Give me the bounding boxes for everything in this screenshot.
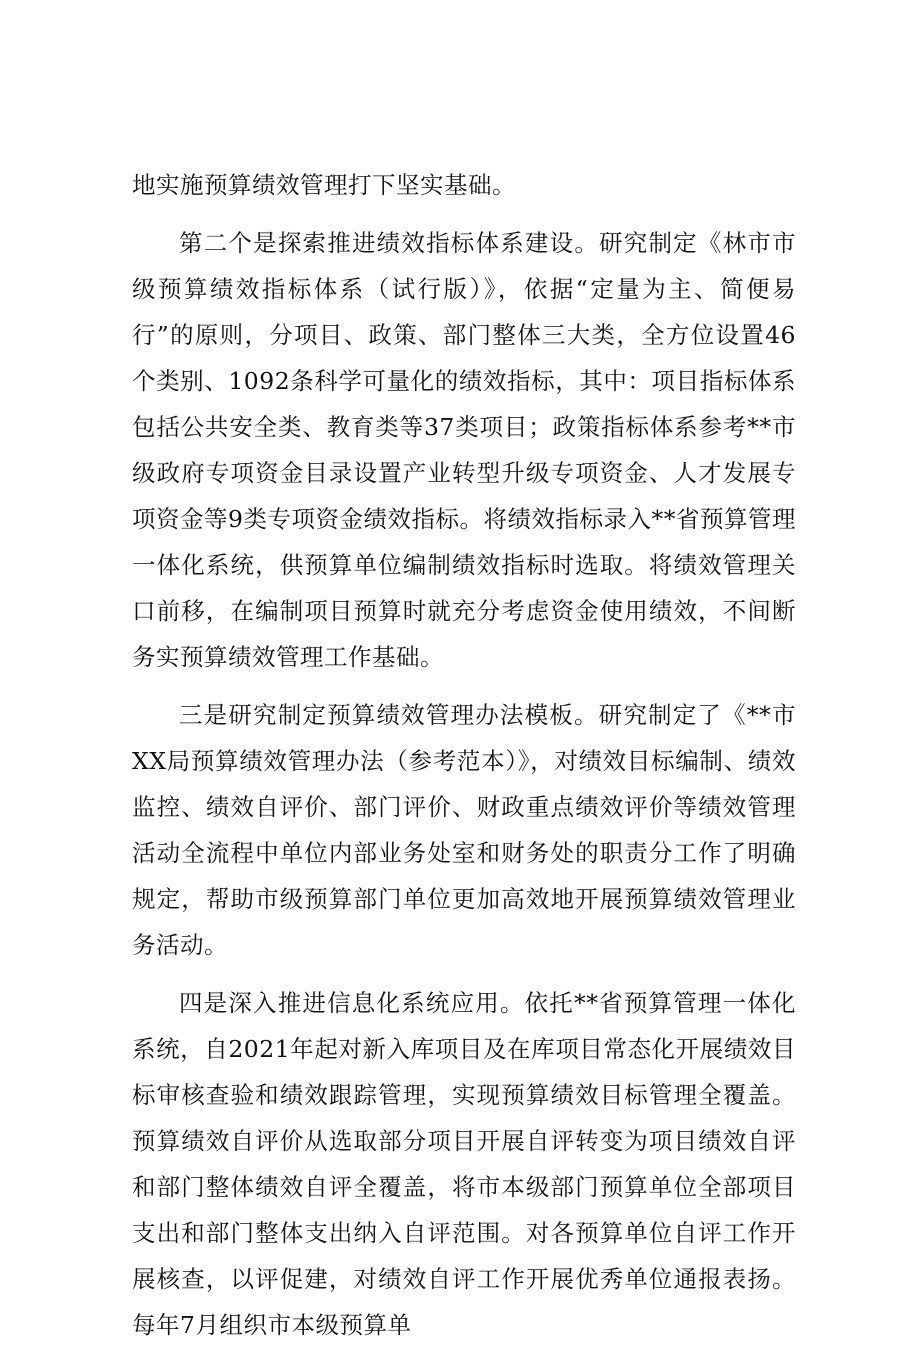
paragraph-management-template: 三是研究制定预算绩效管理办法模板。研究制定了《**市XX局预算绩效管理办法（参考范本）》，对绩效目标编制、绩效监控、绩效自评价、部门评价、财政重点绩效评价等绩效管理活动全流程中单位内部业务处室和财务处的职责分工作了明确规定，帮助市级预算部门单位更加高效地开展预算绩效管理业务活动。 — [132, 701, 796, 959]
paragraph-continuation: 地实施预算绩效管理打下坚实基础。 — [132, 171, 516, 199]
paragraph-indicator-system: 第二个是探索推进绩效指标体系建设。研究制定《林市市级预算绩效指标体系（试行版）》，依据“定量为主、简便易行”的原则，分项目、政策、部门整体三大类，全方位设置46个类别、1092条科学可量化的绩效指标，其中：项目指标体系包括公共安全类、教育类等37类项目；政策指标体系参考**市级政府专项资金目录设置产业转型升级专项资金、人才发展专项资金等9类专项资金绩效指标。将绩效指标录入**省预算管理一体化系统，供预算单位编制绩效指标时选取。将绩效管理关口前移，在编制项目预算时就充分考虑资金使用绩效，不间断务实预算绩效管理工作基础。 — [132, 229, 796, 671]
paragraph-information-system: 四是深入推进信息化系统应用。依托**省预算管理一体化系统，自2021年起对新入库项目及在库项目常态化开展绩效目标审核查验和绩效跟踪管理，实现预算绩效目标管理全覆盖。预算绩效自评价从选取部分项目开展自评转变为项目绩效自评和部门整体绩效自评全覆盖，将市本级部门预算单位全部项目支出和部门整体支出纳入自评范围。对各预算单位自评工作开展核查，以评促建，对绩效自评工作开展优秀单位通报表扬。每年7月组织市本级预算单 — [132, 989, 796, 1339]
document-body — [132, 162, 796, 1360]
